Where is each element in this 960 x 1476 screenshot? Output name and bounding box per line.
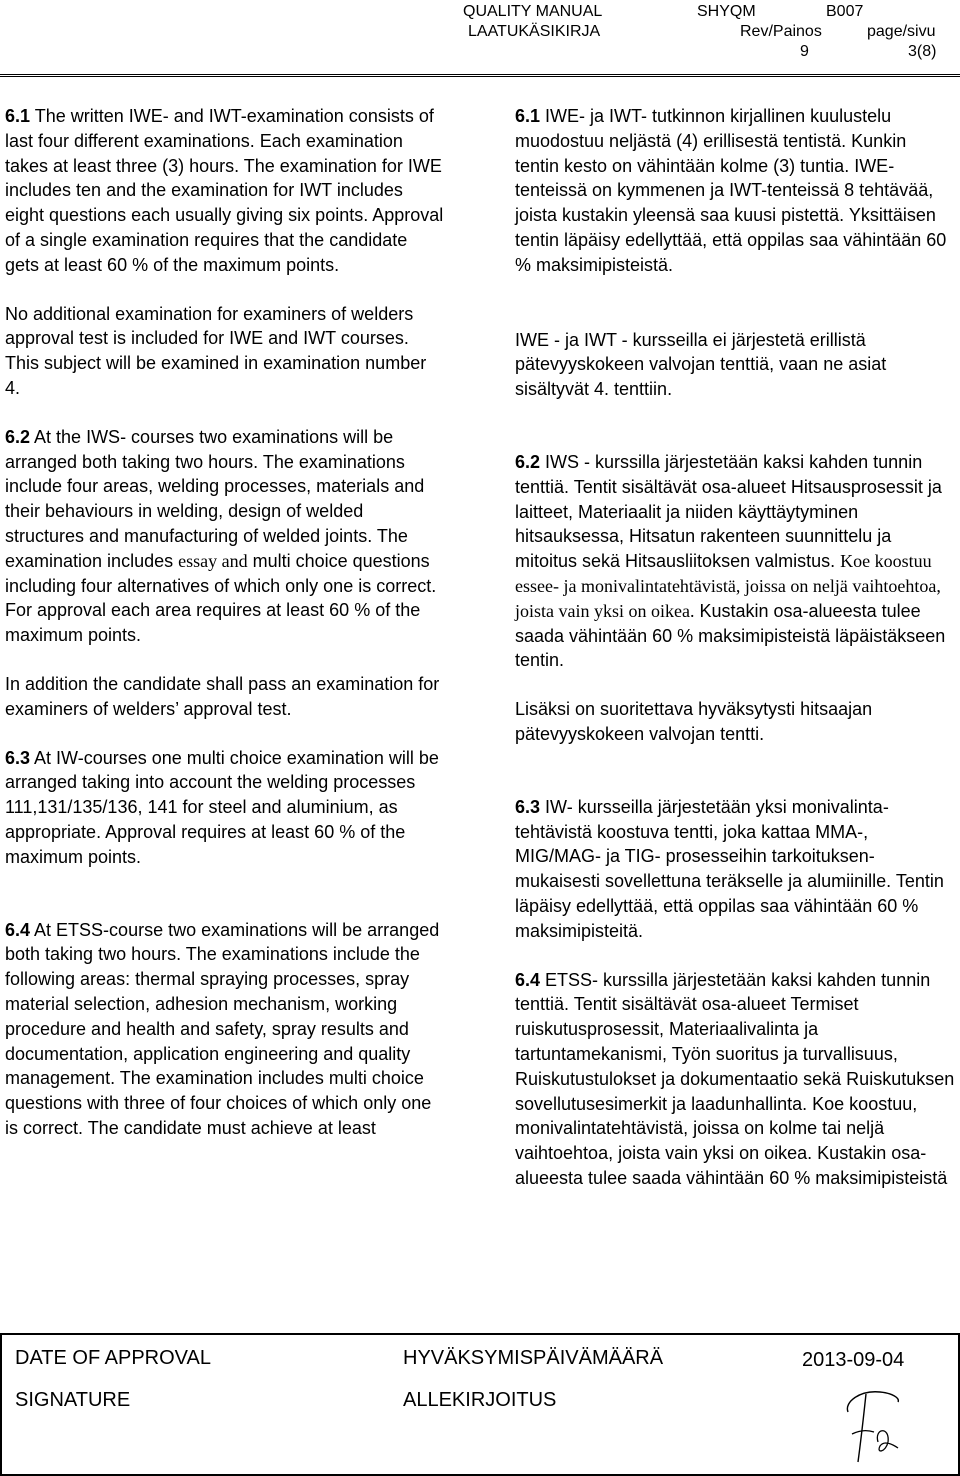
section-6-4-en <box>5 918 445 1141</box>
section-text: At IW-courses one multi choice examination will be arranged taking into account the welding processes 111,131/135/136, 141 for steel and aluminium, as appropriate. Approval requires at least 60 % of the maximum points. <box>5 747 439 867</box>
section-6-2-en <box>5 425 445 648</box>
section-text: IWE - ja IWT - kursseilla ei järjestetä erillistä pätevyyskokeen valvojan tenttiä, vaan ne asiat sisältyvät 4. tenttiin. <box>515 329 887 400</box>
header-page-label: page/sivu <box>867 23 936 40</box>
approval-date-value: 2013-09-04 <box>802 1349 905 1371</box>
section-text: IWE- ja IWT- tutkinnon kirjallinen kuulustelu muodostuu neljästä (4) erillisestä tentistä. Kunkin tentin kesto on vähintään kolme (3) tuntia. IWE- tenteissä on kymmenen ja IWT-tenteissä 8 tehtävää, joista kustakin yleensä saa kuusi pistettä. Yksittäisen tentin läpäisy edellyttää, että oppilas saa vähintään 60 % maksimipisteistä. <box>515 106 947 275</box>
section-number: 6.2 <box>515 451 541 472</box>
section-6-2-fi <box>515 450 955 673</box>
header-shyqm: SHYQM <box>697 3 756 20</box>
section-text: Lisäksi on suoritettava hyväksytysti hitsaajan pätevyyskokeen valvojan tentti. <box>515 699 873 744</box>
handwritten-signature <box>840 1382 906 1466</box>
section-6-4-fi <box>515 968 955 1191</box>
paragraph-addition-en <box>5 672 445 722</box>
header-doc-code: B007 <box>826 3 864 20</box>
header-laatukasikirja: LAATUKÄSIKIRJA <box>468 23 601 40</box>
section-number: 6.4 <box>5 919 31 940</box>
paragraph-examiners-fi <box>515 328 955 402</box>
header-rev-value: 9 <box>800 43 809 60</box>
section-text-cont: Kustakin osa-alueesta tulee saada vähintään 60 % maksimipisteistä läpäistäkseen tentin. <box>515 600 946 671</box>
section-text: At ETSS-course two examinations will be arranged both taking two hours. The examinations include the following areas: thermal spraying processes, spray material selection, adhesion mechanism, working procedure and health and safety, spray results and documentation, application engineering and quality management. The examination includes multi choice questions with three of four choices of which only one is correct. The candidate must achieve at least <box>5 919 440 1138</box>
section-text: The written IWE- and IWT-examination consists of last four different examinations. Each examination takes at least three (3) hours. The examination for IWE includes ten and the examination for IWT includes eight questions each usually giving six points. Approval of a single examination requires that the candidate gets at least 60 % of the maximum points. <box>5 106 444 275</box>
date-of-approval-label: DATE OF APPROVAL <box>15 1347 211 1369</box>
section-number: 6.3 <box>515 796 541 817</box>
section-text: IWS - kurssilla järjestetään kaksi kahden tunnin tenttiä. Tentit sisältävät osa-alueet Hitsausprosessit ja laitteet, Materiaalit ja niiden käyttäytyminen hitsauksessa, Hitsatun rakenteen suunnittelu ja mitoitus sekä Hitsausliitoksen valmistus. <box>515 451 942 572</box>
allekirjoitus-label: ALLEKIRJOITUS <box>403 1389 557 1411</box>
section-text: IW- kursseilla järjestetään yksi monivalinta-tehtävistä koostuva tentti, joka kattaa MMA-, MIG/MAG- ja TIG- prosesseihin tarkoituksen-mukaisesti sovellettuna teräkselle ja alumiinille. Tentin läpäisy edellyttää, että oppilas saa vähintään 60 % maksimipisteitä. <box>515 796 944 941</box>
header-page-value: 3(8) <box>908 43 937 60</box>
section-6-1-fi <box>515 104 955 278</box>
signature-label: SIGNATURE <box>15 1389 131 1411</box>
english-column <box>5 104 445 1141</box>
section-text-cont: multi choice questions including four alternatives of which only one is correct. For approval each area requires at least 60 % of the maximum points. <box>5 550 437 646</box>
paragraph-examiners-en <box>5 302 445 401</box>
section-number: 6.1 <box>5 106 31 126</box>
section-6-3-fi <box>515 795 955 944</box>
section-text-serif: Koe koostuu essee- ja monivalintatehtävistä, joissa on neljä vaihtoehtoa, joista vain yksi on oikea. <box>515 551 941 621</box>
hyvaksymispaivamaara-label: HYVÄKSYMISPÄIVÄMÄÄRÄ <box>403 1347 664 1369</box>
finnish-column <box>515 104 955 1191</box>
paragraph-addition-fi <box>515 697 955 747</box>
section-number: 6.2 <box>5 426 31 447</box>
section-number: 6.3 <box>5 747 31 768</box>
section-6-1-en <box>5 104 445 278</box>
header-quality-manual: QUALITY MANUAL <box>463 3 603 20</box>
section-6-3-en <box>5 746 445 870</box>
section-number: 6.1 <box>515 106 541 126</box>
header-rev-label: Rev/Painos <box>740 23 822 40</box>
header-rule <box>0 74 960 77</box>
section-text: In addition the candidate shall pass an examination for examiners of welders’ approval test. <box>5 673 440 719</box>
section-text: At the IWS- courses two examinations will be arranged both taking two hours. The examinations include four areas, welding processes, materials and their behaviours in welding, design of welded structures and manufacturing of welded joints. The examination includes <box>5 426 425 571</box>
section-text: ETSS- kurssilla järjestetään kaksi kahden tunnin tenttiä. Tentit sisältävät osa-alueet Termiset ruiskutusprosessit, Materiaalivalinta ja tartuntamekanismi, Työn suoritus ja turvallisuus, Ruiskutustulokset ja dokumentaatio sekä Ruiskutuksen sovellutusesimerkit ja laadunhallinta. Koe koostuu, monivalintatehtävistä, joissa on kolme tai neljä vaihtoehtoa, joista vain yksi on oikea. Kustakin osa-alueesta tulee saada vähintään 60 % maksimipisteistä <box>515 969 955 1188</box>
section-text-serif: essay and <box>178 550 248 571</box>
section-number: 6.4 <box>515 969 541 990</box>
section-text: No additional examination for examiners of welders approval test is included for IWE and IWT courses. This subject will be examined in examination number 4. <box>5 303 427 398</box>
